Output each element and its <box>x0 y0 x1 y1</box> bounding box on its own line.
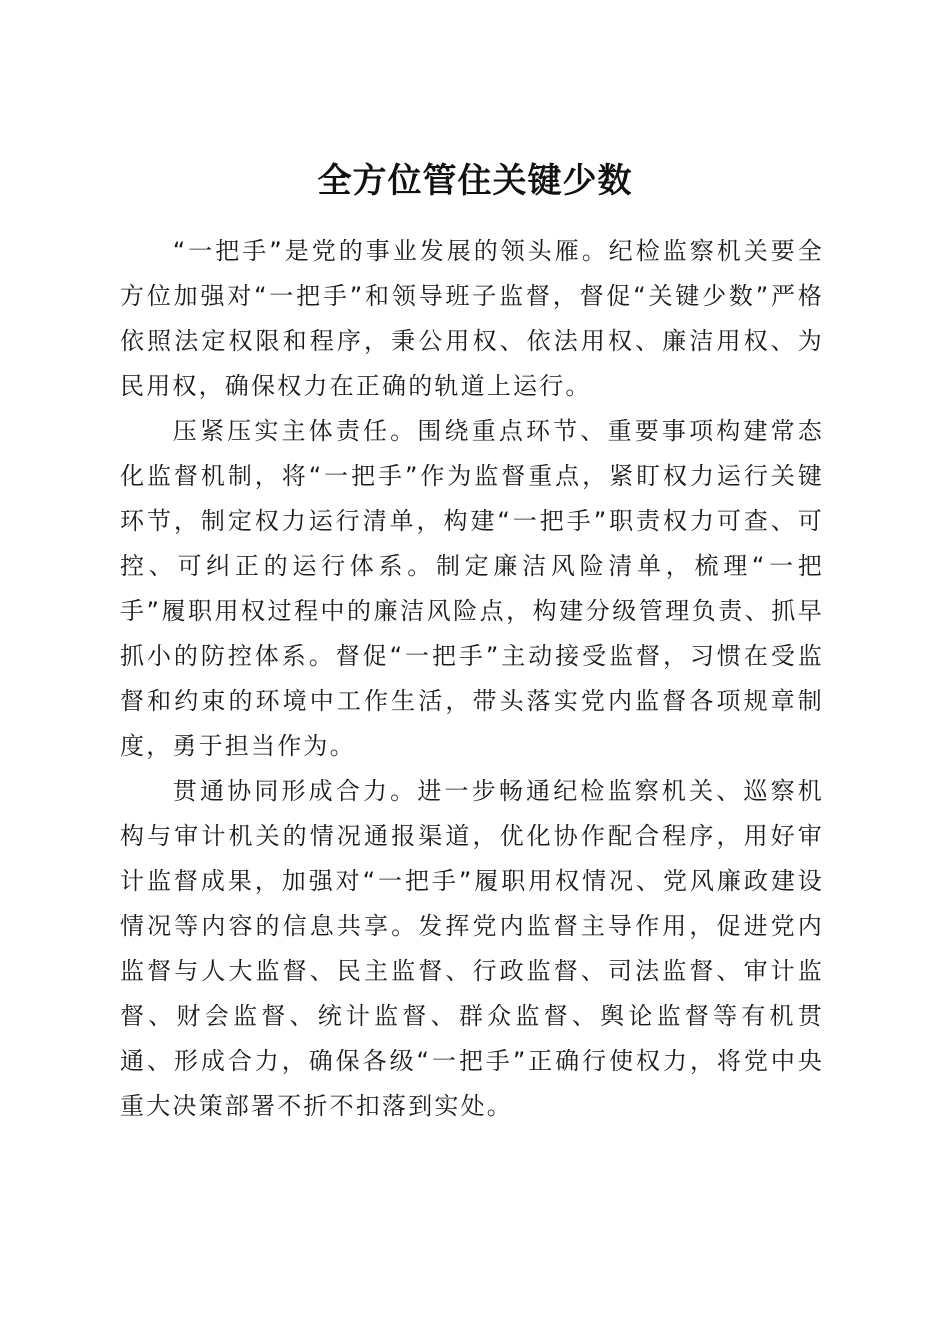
document-body <box>120 229 824 1129</box>
document-title: 全方位管住关键少数 <box>317 160 633 201</box>
paragraph-3: 贯通协同形成合力。进一步畅通纪检监察机关、巡察机构与审计机关的情况通报渠道，优化协作配合程序，用好审计监督成果，加强对“一把手”履职用权情况、党风廉政建设情况等内容的信息共享。发挥党内监督主导作用，促进党内监督与人大监督、民主监督、行政监督、司法监督、审计监督、财会监督、统计监督、群众监督、舆论监督等有机贯通、形成合力，确保各级“一把手”正确行使权力，将党中央重大决策部署不折不扣落到实处。 <box>120 777 824 1120</box>
paragraph-1: “一把手”是党的事业发展的领头雁。纪检监察机关要全方位加强对“一把手”和领导班子监督，督促“关键少数”严格依照法定权限和程序，秉公用权、依法用权、廉洁用权、为民用权，确保权力在正确的轨道上运行。 <box>120 237 824 400</box>
paragraph-2: 压紧压实主体责任。围绕重点环节、重要事项构建常态化监督机制，将“一把手”作为监督重点，紧盯权力运行关键环节，制定权力运行清单，构建“一把手”职责权力可查、可控、可纠正的运行体系。制定廉洁风险清单，梳理“一把手”履职用权过程中的廉洁风险点，构建分级管理负责、抓早抓小的防控体系。督促“一把手”主动接受监督，习惯在受监督和约束的环境中工作生活，带头落实党内监督各项规章制度，勇于担当作为。 <box>120 417 824 760</box>
